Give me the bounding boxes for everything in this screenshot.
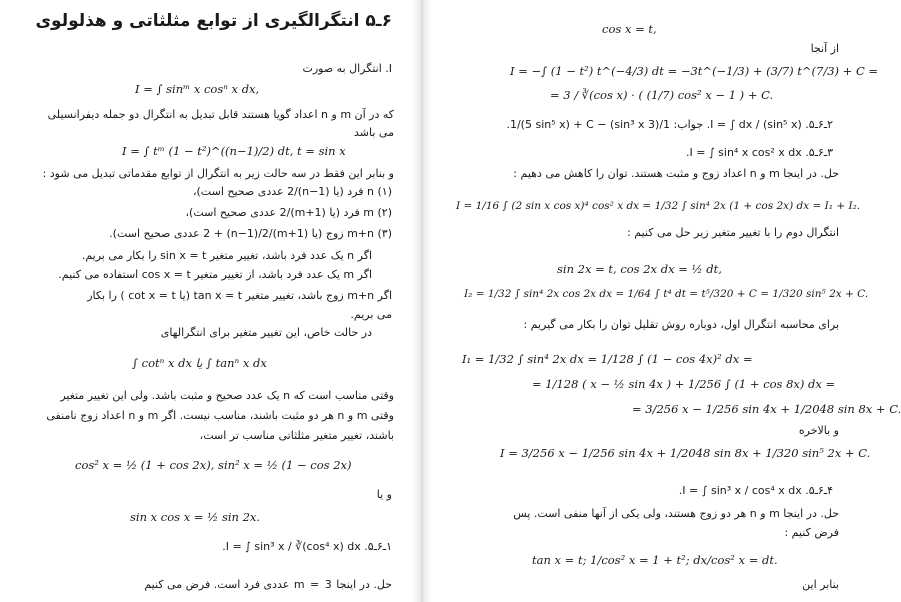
section-heading: ۶ـ۵ انتگرالگیری از توابع مثلثاتی و هذلولوی (35, 11, 392, 31)
formula-1: I = ∫ sinᵐ x cosⁿ x dx, (135, 82, 260, 96)
or-word: و یا (376, 488, 392, 501)
paragraph-1b: می باشد (354, 126, 394, 139)
item-1-label: I. انتگرال به صورت (302, 62, 392, 75)
therefore-word: بنابر این (802, 578, 839, 591)
formula-r13: tan x = t; 1/cos² x = 1 + t²; dx/cos² x = dt. (532, 553, 778, 567)
assume-word: فرض کنیم : (784, 526, 839, 539)
from-there: از آنجا (810, 42, 839, 55)
paragraph-r5: برای محاسبه انتگرال اول، دوباره روش تقلیل توان را بکار می گیریم : (523, 318, 839, 331)
book-gutter (412, 0, 432, 602)
formula-5: sin x cos x = ½ sin 2x. (130, 510, 261, 524)
paragraph-3b: وقتی m و n هر دو مثبت باشند، مناسب نیست. اگر m و n اعداد زوج نامنفی (46, 409, 394, 422)
example-2: ۲ـ۶ـ۵. I = ∫ dx / (sin⁵ x). جواب: 1/(3 sin³ x) − 1/(5 sin⁵ x) + C. (506, 118, 833, 131)
finally-word: و بالاخره (798, 424, 839, 437)
paragraph-2: و بنابر این فقط در سه حالت زیر به انتگرال از توابع مقدماتی تبدیل می شود : (42, 167, 394, 180)
solution-4: حل. در اینجا m و n هر دو زوج هستند، ولی یکی از آنها منفی است. پس (513, 507, 839, 520)
formula-r6: I = 1/16 ∫ (2 sin x cos x)⁴ cos² x dx = 1/32 ∫ sin⁴ 2x (1 + cos 2x) dx = I₁ + I₂. (456, 200, 861, 212)
substitution-3b: می بریم. (350, 308, 392, 321)
formula-4: cos² x = ½ (1 + cos 2x), sin² x = ½ (1 − cos 2x) (75, 458, 352, 472)
formula-r9: I₁ = 1/32 ∫ sin⁴ 2x dx = 1/128 ∫ (1 − cos 4x)² dx = (462, 352, 753, 366)
formula-r3: = 3 / ∛(cos x) · ( (1/7) cos² x − 1 ) + C. (550, 88, 774, 102)
paragraph-r4: انتگرال دوم را با تغییر متغیر زیر حل می کنیم : (627, 226, 839, 239)
example-3: ۳ـ۶ـ۵. I = ∫ sin⁴ x cos² x dx. (685, 146, 833, 159)
formula-r2: I = −∫ (1 − t²) t^(−4/3) dt = −3t^(−1/3) + (3/7) t^(7/3) + C = (510, 64, 879, 78)
formula-r12: I = 3/256 x − 1/256 sin 4x + 1/2048 sin 8x + 1/320 sin⁵ 2x + C. (500, 446, 871, 460)
case-2: (۲) m فرد (یا (m+1)/2 عددی صحیح است)، (185, 206, 392, 219)
substitution-1: اگر n یک عدد فرد باشد، تغییر متغیر sin x = t را بکار می بریم. (81, 249, 372, 262)
substitution-3: اگر m+n زوج باشد، تغییر متغیر tan x = t (یا cot x = t ) را بکار (87, 289, 392, 302)
formula-r11: = 3/256 x − 1/256 sin 4x + 1/2048 sin 8x + C. (632, 402, 901, 416)
case-3: (۳) m+n زوج (یا (m+1)/2 + (n−1)/2 عددی صحیح است). (109, 227, 392, 240)
left-page (0, 0, 412, 602)
formula-3: ∫ cotⁿ x dx یا ∫ tanⁿ x dx (132, 356, 267, 370)
paragraph-3c: باشند، تغییر متغیر مثلثاتی مناسب تر است، (199, 429, 394, 442)
solution-1: حل. در اینجا m = 3 عددی فرد است. فرض می کنیم (144, 578, 392, 591)
paragraph-1a: که در آن m و n اعداد گویا هستند قابل تبدیل به انتگرال دو جمله دیفرانسیلی (47, 108, 394, 121)
formula-2: I = ∫ tᵐ (1 − t²)^((n−1)/2) dt, t = sin x (122, 144, 346, 158)
formula-r8: I₂ = 1/32 ∫ sin⁴ 2x cos 2x dx = 1/64 ∫ t⁴ dt = t⁵/320 + C = 1/320 sin⁵ 2x + C. (464, 288, 869, 300)
formula-r7: sin 2x = t, cos 2x dx = ½ dt, (557, 262, 722, 276)
formula-r1: cos x = t, (602, 22, 657, 36)
special-case-text: در حالت خاص، این تغییر متغیر برای انتگرالهای (160, 326, 372, 339)
case-1: (۱) n فرد (یا (n−1)/2 عددی صحیح است)، (192, 185, 392, 198)
formula-r10: = 1/128 ( x − ½ sin 4x ) + 1/256 ∫ (1 + cos 8x) dx = (532, 377, 836, 391)
right-page (432, 0, 901, 602)
paragraph-3a: وقتی مناسب است که n یک عدد صحیح و مثبت باشد. ولی این تغییر متغیر (60, 389, 394, 402)
example-1: ۱ـ۶ـ۵. I = ∫ sin³ x / ∛(cos⁴ x) dx. (222, 540, 392, 553)
solution-3: حل. در اینجا m و n اعداد زوج و مثبت هستند. توان را کاهش می دهیم : (513, 167, 839, 180)
example-4: ۴ـ۶ـ۵. I = ∫ sin³ x / cos⁴ x dx. (678, 484, 833, 497)
substitution-2: اگر m یک عدد فرد باشد، از تغییر متغیر cos x = t استفاده می کنیم. (58, 268, 372, 281)
